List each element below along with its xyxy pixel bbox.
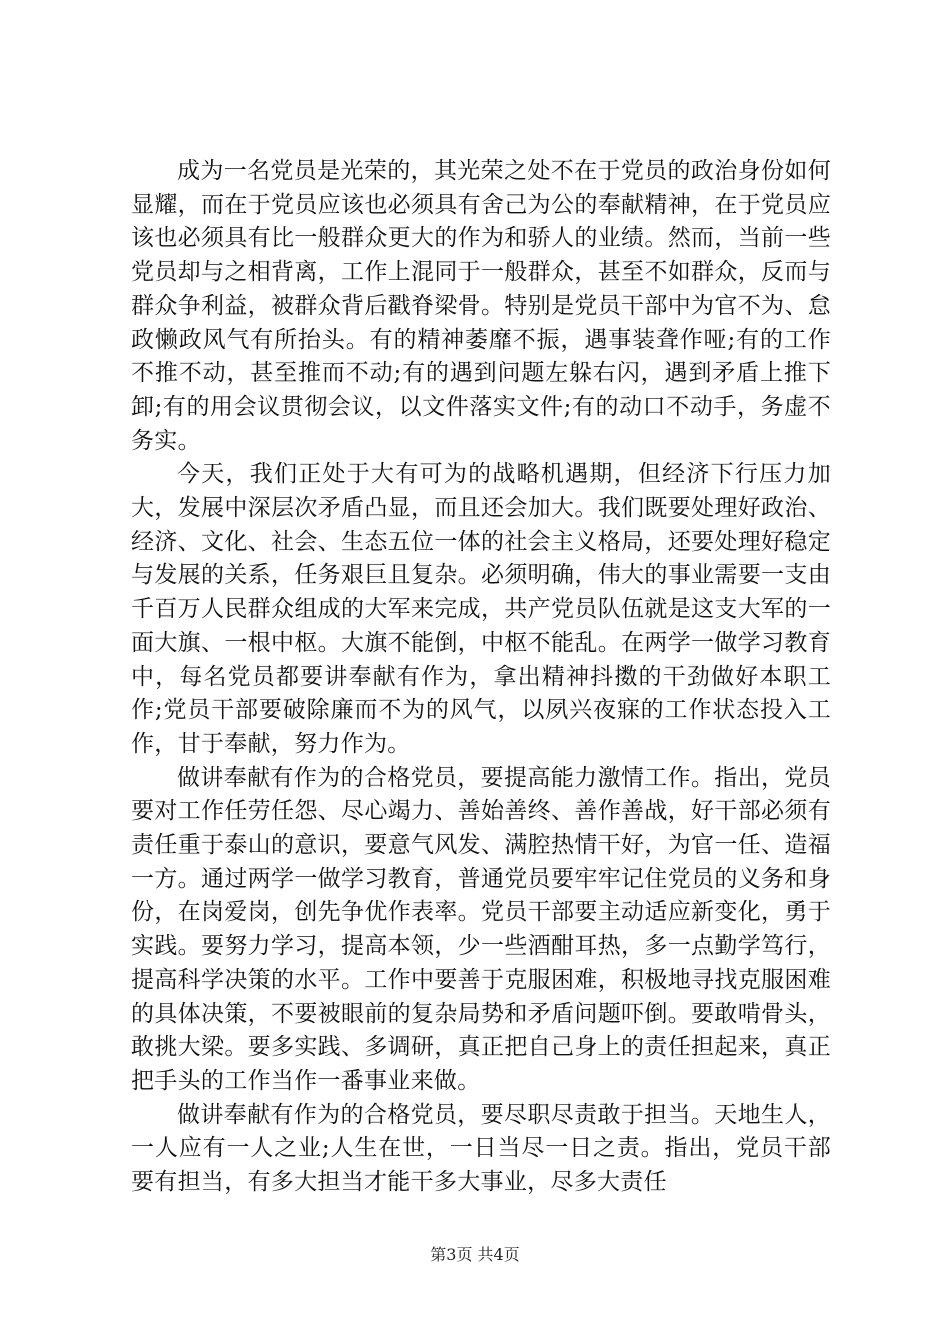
paragraph-1: 成为一名党员是光荣的，其光荣之处不在于党员的政治身份如何显耀，而在于党员应该也必须具有舍己为公的奉献精神，在于党员应该也必须具有比一般群众更大的作为和骄人的业绩。然而，当前一些党员却与之相背离，工作上混同于一般群众，甚至不如群众，反而与群众争利益，被群众背后戳脊梁骨。特别是党员干部中为官不为、怠政懒政风气有所抬头。有的精神萎靡不振，遇事装聋作哑;有的工作不推不动，甚至推而不动;有的遇到问题左躲右闪，遇到矛盾上推下卸;有的用会议贯彻会议，以文件落实文件;有的动口不动手，务虚不务实。 bbox=[131, 158, 831, 454]
paragraph-3: 做讲奉献有作为的合格党员，要提高能力激情工作。指出，党员要对工作任劳任怨、尽心竭力、善始善终、善作善战，好干部必须有责任重于泰山的意识，要意气风发、满腔热情干好，为官一任、造福一方。通过两学一做学习教育，普通党员要牢牢记住党员的义务和身份，在岗爱岗，创先争优作表率。党员干部要主动适应新变化，勇于实践。要努力学习，提高本领，少一些酒酣耳热，多一点勤学笃行，提高科学决策的水平。工作中要善于克服困难，积极地寻找克服困难的具体决策，不要被眼前的复杂局势和矛盾问题吓倒。要敢啃骨头，敢挑大梁。要多实践、多调研，真正把自己身上的责任担起来，真正把手头的工作当作一番事业来做。 bbox=[131, 764, 831, 1094]
page-footer: 第3页 共4页 bbox=[430, 1245, 520, 1264]
paragraph-4: 做讲奉献有作为的合格党员，要尽职尽责敢于担当。天地生人，一人应有一人之业;人生在世，一日当尽一日之责。指出，党员干部要有担当，有多大担当才能干多大事业，尽多大责任 bbox=[131, 1101, 831, 1196]
body-text bbox=[131, 155, 831, 1200]
paragraph-2: 今天，我们正处于大有可为的战略机遇期，但经济下行压力加大，发展中深层次矛盾凸显，而且还会加大。我们既要处理好政治、经济、文化、社会、生态五位一体的社会主义格局，还要处理好稳定与发展的关系，任务艰巨且复杂。必须明确，伟大的事业需要一支由千百万人民群众组成的大军来完成，共产党员队伍就是这支大军的一面大旗、一根中枢。大旗不能倒，中枢不能乱。在两学一做学习教育中，每名党员都要讲奉献有作为，拿出精神抖擞的干劲做好本职工作;党员干部要破除廉而不为的风气，以夙兴夜寐的工作状态投入工作，甘于奉献，努力作为。 bbox=[131, 461, 831, 757]
